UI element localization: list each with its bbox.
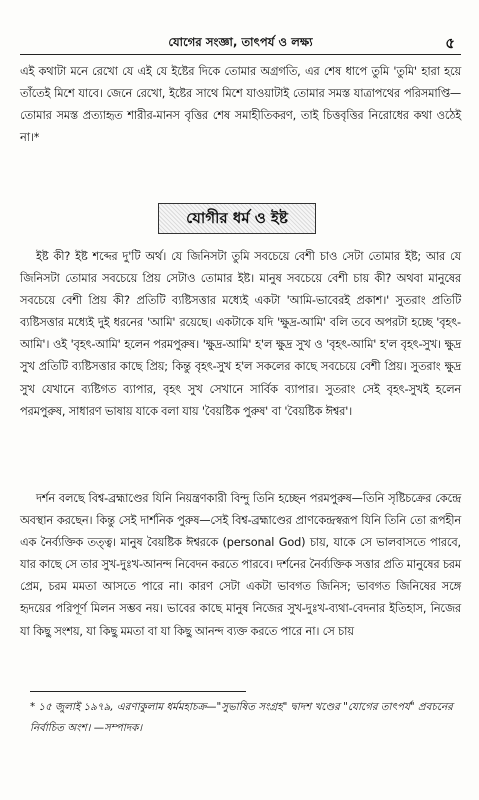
page-number: ৫: [445, 34, 455, 52]
paragraph-1: এই কথাটা মনে রেখো যে এই যে ইষ্টের দিকে তোমার অগ্রগতি, এর শেষ ধাপে তুমি 'তুমি' হারা হয়ে তাঁতেই মিশে যাবে। জেনে রেখো, ইষ্টের সাথে মিশে যাওয়াটাই তোমার সমস্ত যাত্রাপথের পরিসমাপ্তি—তোমার সমস্ত প্রত্যাহৃত শারীর-মানস বৃত্তির শেষ সমাহীতিকরণ, তাই চিত্তবৃত্তির নিরোধের কথা ওঠেই না।*: [20, 65, 461, 145]
running-header: [20, 34, 461, 55]
footnote-rule: [30, 691, 246, 692]
section-heading-box: [158, 203, 316, 234]
section-heading: যোগীর ধর্ম ও ইষ্ট: [186, 209, 288, 227]
chapter-title: যোগের সংজ্ঞা, তাৎপর্য ও লক্ষ্য: [168, 35, 313, 49]
paragraph-3: দর্শন বলছে বিশ্ব-ব্রহ্মাণ্ডের যিনি নিয়ন্ত্রণকারী বিন্দু তিনি হচ্ছেন পরমপুরুষ—তিনি সৃষ্টিচক্রের কেন্দ্রে অবস্থান করছেন। কিন্তু সেই দার্শনিক পুরুষ—সেই বিশ্ব-ব্রহ্মাণ্ডের প্রাণকেন্দ্রস্বরূপ যিনি তিনি তো রূপহীন এক নৈর্ব্যক্তিক তত্ত্ব। মানুষ বৈয়ষ্টিক ঈশ্বরকে (personal God) চায়, যাকে সে ভালবাসতে পারবে, যার কাছে সে তার সুখ-দুঃখ-আনন্দ নিবেদন করতে পারবে। দর্শনের নৈর্ব্যক্তিক সত্তার প্রতি মানুষের চরম প্রেম, চরম মমতা আসতে পারে না। কারণ সেটা একটা ভাবগত জিনিস; ভাবগত জিনিষের সঙ্গে হৃদয়ের পরিপূর্ণ মিলন সম্ভব নয়। ভাবের কাছে মানুষ নিজের সুখ-দুঃখ-ব্যথা-বেদনার ইতিহাস, নিজের যা কিছু সংশয়, যা কিছু মমতা বা যা কিছু আনন্দ ব্যক্ত করতে পারে না। সে চায়: [20, 492, 461, 638]
paragraph-2: ইষ্ট কী? ইষ্ট শব্দের দু'টি অর্থ। যে জিনিসটা তুমি সবচেয়ে বেশী চাও সেটা তোমার ইষ্ট; আর যে জিনিসটা তোমার সবচেয়ে প্রিয় সেটাও তোমার ইষ্ট। মানুষ সবচেয়ে বেশী চায় কী? অথবা মানুষের সবচেয়ে বেশী প্রিয় কী? প্রতিটি ব্যষ্টিসত্তার মধ্যেই একটা 'আমি-ভাবেরই প্রকাশ।' সুতরাং প্রতিটি ব্যষ্টিসত্তার মধ্যেই দুই ধরনের 'আমি' রয়েছে। একটাকে যদি 'ক্ষুদ্র-আমি' বলি তবে অপরটা হচ্ছে 'বৃহৎ-আমি'। ওই 'বৃহৎ-আমি' হলেন পরমপুরুষ। 'ক্ষুদ্র-আমি' হ'ল ক্ষুদ্র সুখ ও 'বৃহৎ-আমি' হ'ল বৃহৎ-সুখ। ক্ষুদ্র সুখ প্রতিটি ব্যষ্টিসত্তার কাছে প্রিয়; কিন্তু বৃহৎ-সুখ হ'ল সকলের কাছে সবচেয়ে বেশী প্রিয়। সুতরাং ক্ষুদ্র সুখ যেখানে ব্যষ্টিগত ব্যাপার, বৃহৎ সুখ সেখানে সার্বিক ব্যাপার। সুতরাং সেই বৃহৎ-সুখই হলেন পরমপুরুষ, সাধারণ ভাষায় যাকে বলা যায় 'বৈয়ষ্টিক পুরুষ' বা 'বৈয়ষ্টিক ঈশ্বর'।: [20, 250, 461, 418]
footnote: * ১৫ জুলাই ১৯৭৯, এরণাকুলাম ধর্মমহাচক্র—"সুভাষিত সংগ্রহ" দ্বাদশ খণ্ডের "যোগের তাৎপর্য" প্রবচনের নির্বাচিত অংশ। —সম্পাদক।: [30, 701, 453, 734]
